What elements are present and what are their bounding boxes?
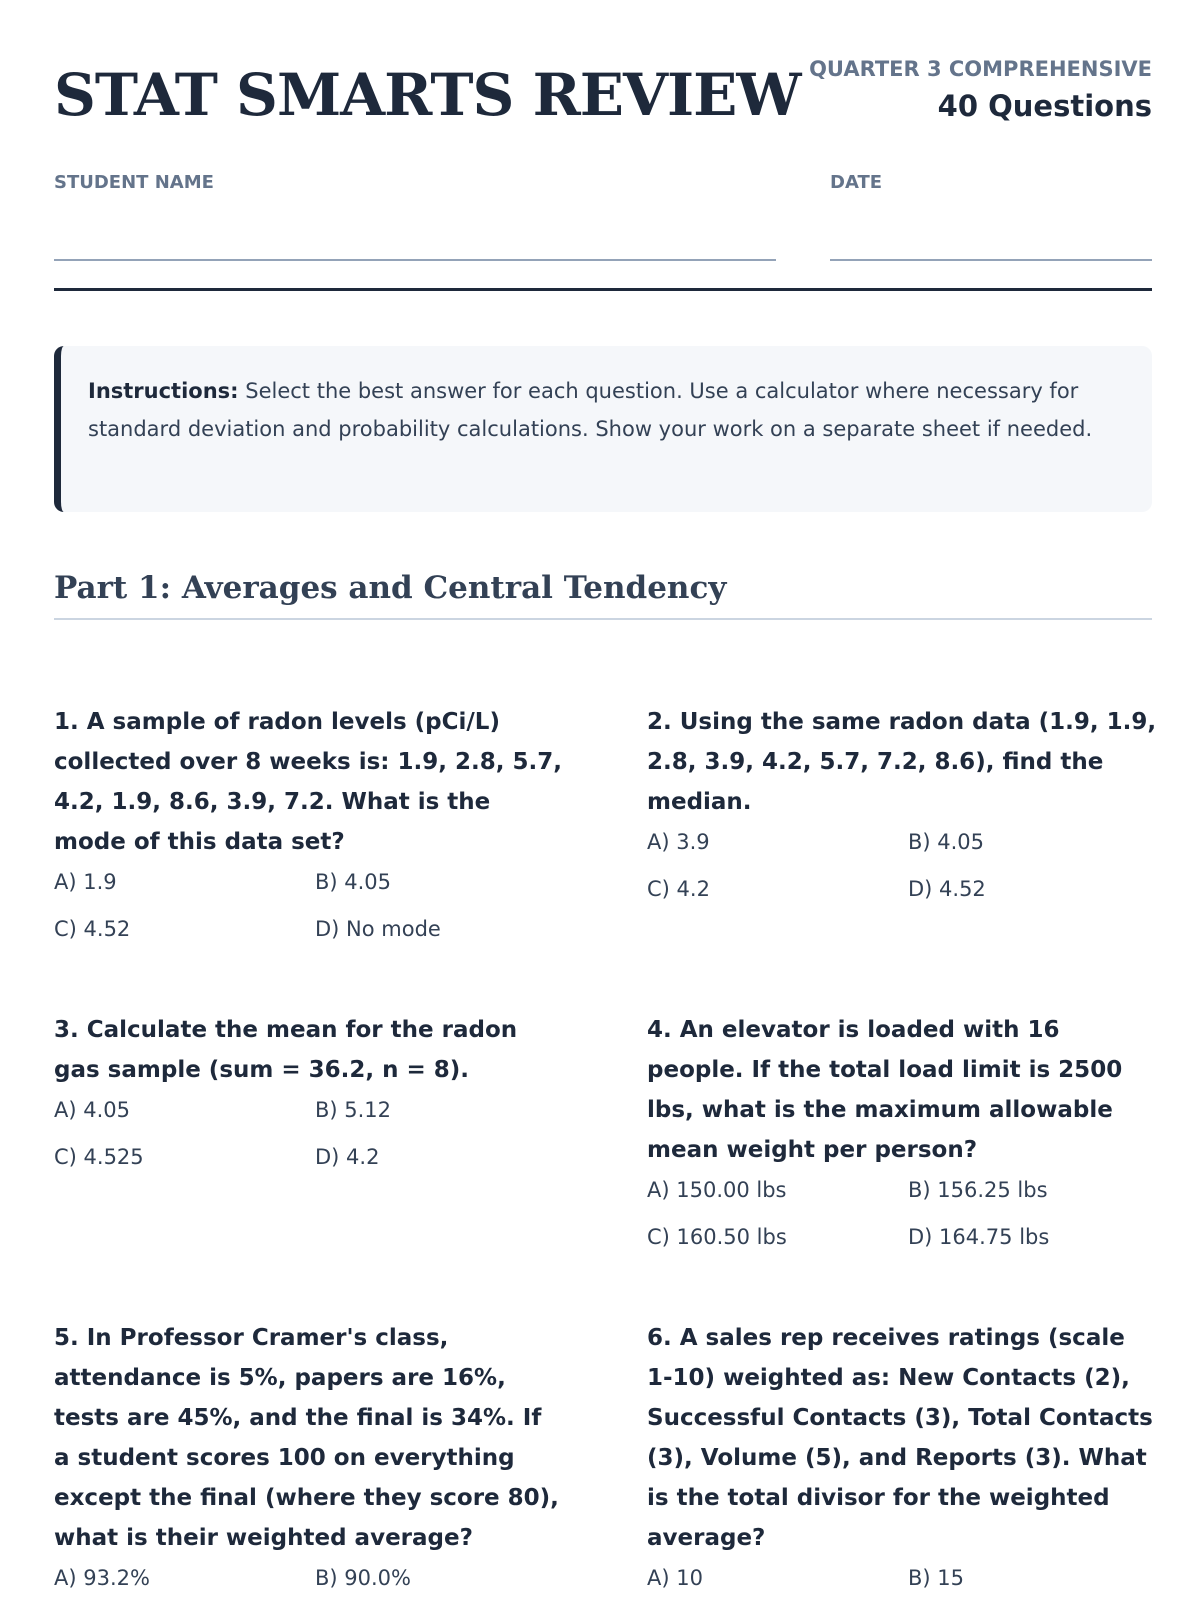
question-4 [647,1010,1157,1249]
question-text: 1. A sample of radon levels (pCi/L) collected over 8 weeks is: 1.9, 2.8, 5.7, 4.2, 1.9, 8.6, 3.9, 7.2. What is the mode of this data set? [54,709,562,855]
part-1-title: Part 1: Averages and Central Tendency [54,570,727,606]
question-1 [54,702,564,941]
option-d[interactable]: D) 164.75 lbs [908,1225,1050,1249]
option-a[interactable]: A) 4.05 [54,1098,130,1122]
question-text: 3. Calculate the mean for the radon gas sample (sum = 36.2, n = 8). [54,1017,518,1083]
option-a[interactable]: A) 150.00 lbs [647,1178,787,1202]
option-b[interactable]: B) 15 [908,1566,964,1590]
option-a[interactable]: A) 10 [647,1566,703,1590]
option-b[interactable]: B) 4.05 [908,830,985,854]
header-divider [54,288,1152,291]
student-name-field[interactable] [54,172,776,194]
option-b[interactable]: B) 5.12 [315,1098,392,1122]
worksheet-title: STAT SMARTS REVIEW [54,61,801,129]
student-name-line [54,259,776,261]
option-c[interactable]: C) 160.50 lbs [647,1225,787,1249]
date-line [830,259,1152,261]
question-3 [54,1010,564,1169]
option-c[interactable]: C) 4.52 [54,917,131,941]
part-1-divider [54,618,1152,620]
option-b[interactable]: B) 4.05 [315,870,392,894]
student-fields [54,172,1152,262]
option-c[interactable]: C) 4.525 [54,1145,144,1169]
question-text: 4. An elevator is loaded with 16 people. If the total load limit is 2500 lbs, what is the maximum allowable mean weight per person? [647,1017,1123,1163]
student-name-label: STUDENT NAME [54,172,214,193]
question-count: 40 Questions [937,89,1152,123]
instructions-box [54,346,1152,512]
question-text: 6. A sales rep receives ratings (scale 1-10) weighted as: New Contacts (2), Successful Contacts (3), Total Contacts (3), Volume (5), and Reports (3). What is the total divisor for the weighted average? [647,1325,1153,1551]
question-5 [54,1318,564,1590]
option-d[interactable]: D) 4.52 [908,877,986,901]
instructions-text: Select the best answer for each question. Use a calculator where necessary for standard deviation and probability calculations. Show your work on a separate sheet if needed. [88,379,1093,441]
option-b[interactable]: B) 156.25 lbs [908,1178,1048,1202]
option-a[interactable]: A) 3.9 [647,830,710,854]
instructions-label: Instructions: [88,379,239,403]
option-b[interactable]: B) 90.0% [315,1566,411,1590]
option-a[interactable]: A) 1.9 [54,870,117,894]
date-field[interactable] [830,172,1152,194]
question-text: 2. Using the same radon data (1.9, 1.9, 2.8, 3.9, 4.2, 5.7, 7.2, 8.6), find the median. [647,709,1157,815]
option-d[interactable]: D) 4.2 [315,1145,380,1169]
date-label: DATE [830,172,883,193]
worksheet-page [54,0,1157,1590]
worksheet-header [54,0,1152,146]
option-c[interactable]: C) 4.2 [647,877,710,901]
option-a[interactable]: A) 93.2% [54,1566,150,1590]
question-6 [647,1318,1157,1590]
header-meta [809,56,1152,126]
question-2 [647,702,1157,901]
option-d[interactable]: D) No mode [315,917,441,941]
question-text: 5. In Professor Cramer's class, attendance is 5%, papers are 16%, tests are 45%, and the final is 34%. If a student scores 100 on everything except the final (where they score 80), what is their weighted average? [54,1325,559,1551]
quarter-label: QUARTER 3 COMPREHENSIVE [809,57,1152,81]
